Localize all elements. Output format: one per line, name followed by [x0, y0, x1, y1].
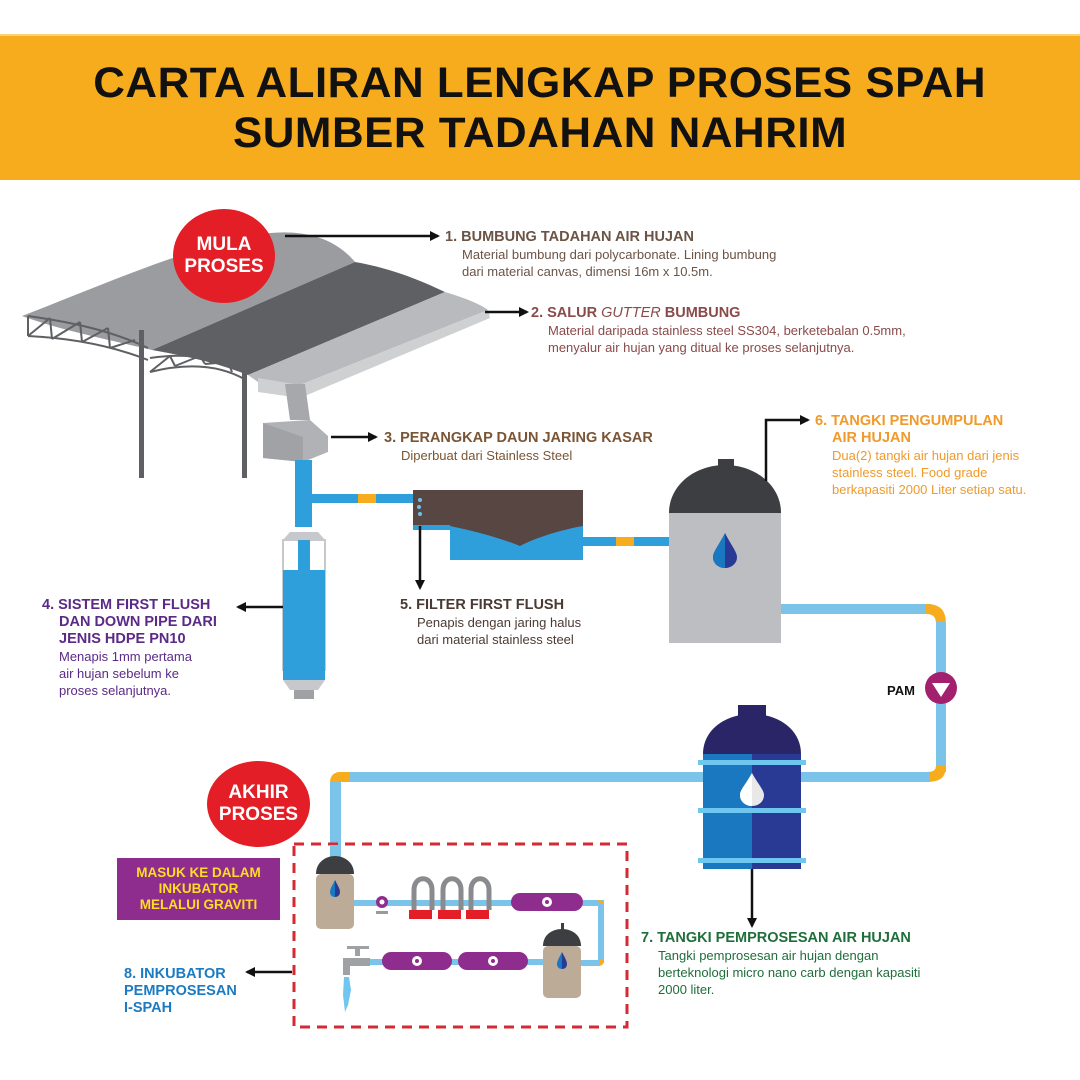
- step-title: INKUBATOR: [140, 966, 226, 982]
- note-line: MASUK KE DALAM: [136, 865, 261, 880]
- step-title: PERANGKAP DAUN JARING KASAR: [400, 430, 653, 446]
- step-title: PEMPROSESAN: [124, 983, 237, 999]
- step-description: dari material stainless steel: [417, 632, 574, 647]
- step-title: BUMBUNG: [660, 305, 741, 321]
- step-title: AIR HUJAN: [832, 430, 911, 446]
- step-3-label: [384, 430, 653, 464]
- filter-box-icon: [413, 490, 671, 560]
- pump-icon: [925, 672, 957, 704]
- step-title: JENIS HDPE PN10: [59, 631, 186, 647]
- processing-tank-icon: [698, 705, 806, 869]
- step-description: berteknologi micro nano carb dengan kapasiti: [658, 965, 921, 980]
- downpipe-icon: [295, 460, 415, 527]
- step-number: 4.: [42, 597, 55, 613]
- step-7-label: [641, 930, 920, 998]
- step-description: air hujan sebelum ke: [59, 666, 179, 681]
- step-description: Menapis 1mm pertama: [59, 649, 192, 664]
- step-number: 5.: [400, 597, 413, 613]
- step-5-label: [400, 597, 581, 648]
- step-description: proses selanjutnya.: [59, 683, 172, 698]
- step-description: Tangki pemprosesan air hujan dengan: [658, 948, 879, 963]
- faucet-icon: [343, 946, 370, 1012]
- step-2-label: [531, 305, 906, 356]
- step-title: TANGKI PEMPROSESAN AIR HUJAN: [657, 930, 911, 946]
- title-line-1: CARTA ALIRAN LENGKAP PROSES SPAH: [93, 59, 987, 107]
- step-title: I-SPAH: [124, 1000, 173, 1016]
- step-title: FILTER FIRST FLUSH: [416, 597, 565, 613]
- step-description: menyalur air hujan yang ditual ke proses selanjutnya.: [548, 340, 855, 355]
- start-process-badge: [173, 209, 275, 303]
- step-6-label: [815, 413, 1026, 498]
- step-description: 2000 liter.: [658, 982, 715, 997]
- step-description: Diperbuat dari Stainless Steel: [401, 448, 573, 463]
- end-badge-line1: AKHIR: [228, 782, 289, 803]
- step-number: 7.: [641, 930, 654, 946]
- step-number: 1.: [445, 229, 458, 245]
- step-number: 2.: [531, 305, 544, 321]
- step-title: SISTEM FIRST FLUSH: [58, 597, 211, 613]
- first-flush-chamber-icon: [283, 532, 325, 699]
- step-description: dari material canvas, dimensi 16m x 10.5m.: [462, 264, 713, 279]
- step-number: 8.: [124, 966, 137, 982]
- end-badge-line2: PROSES: [218, 804, 299, 825]
- note-line: MELALUI GRAVITI: [139, 897, 258, 912]
- step-description: Material daripada stainless steel SS304, berketebalan 0.5mm,: [548, 323, 906, 338]
- step-title: BUMBUNG TADAHAN AIR HUJAN: [461, 229, 694, 245]
- step-8-label: [124, 966, 237, 1017]
- end-process-badge: [207, 761, 310, 847]
- title-line-2: SUMBER TADAHAN NAHRIM: [232, 109, 848, 157]
- step-number: 6.: [815, 413, 828, 429]
- step-description: stainless steel. Food grade: [832, 465, 988, 480]
- collection-tank-icon: [669, 459, 781, 643]
- step-title: TANGKI PENGUMPULAN: [831, 413, 1004, 429]
- start-badge-line1: MULA: [196, 234, 252, 255]
- step-description: Penapis dengan jaring halus: [417, 615, 582, 630]
- pump-label: PAM: [887, 683, 915, 698]
- step-description: Material bumbung dari polycarbonate. Lining bumbung: [462, 247, 777, 262]
- step-title: DAN DOWN PIPE DARI: [59, 614, 217, 630]
- note-line: INKUBATOR: [158, 881, 239, 896]
- step-number: 3.: [384, 430, 397, 446]
- incubator-gravity-note: [117, 858, 280, 920]
- start-badge-line2: PROSES: [184, 256, 264, 277]
- step-title-italic: GUTTER: [601, 305, 661, 321]
- step-title: SALUR: [547, 305, 602, 321]
- incubator-equipment-icon: [316, 845, 604, 1012]
- step-4-label: [42, 597, 217, 699]
- step-1-label: [445, 229, 776, 280]
- step-description: Dua(2) tangki air hujan dari jenis: [832, 448, 1020, 463]
- step-description: berkapasiti 2000 Liter setiap satu.: [832, 482, 1027, 497]
